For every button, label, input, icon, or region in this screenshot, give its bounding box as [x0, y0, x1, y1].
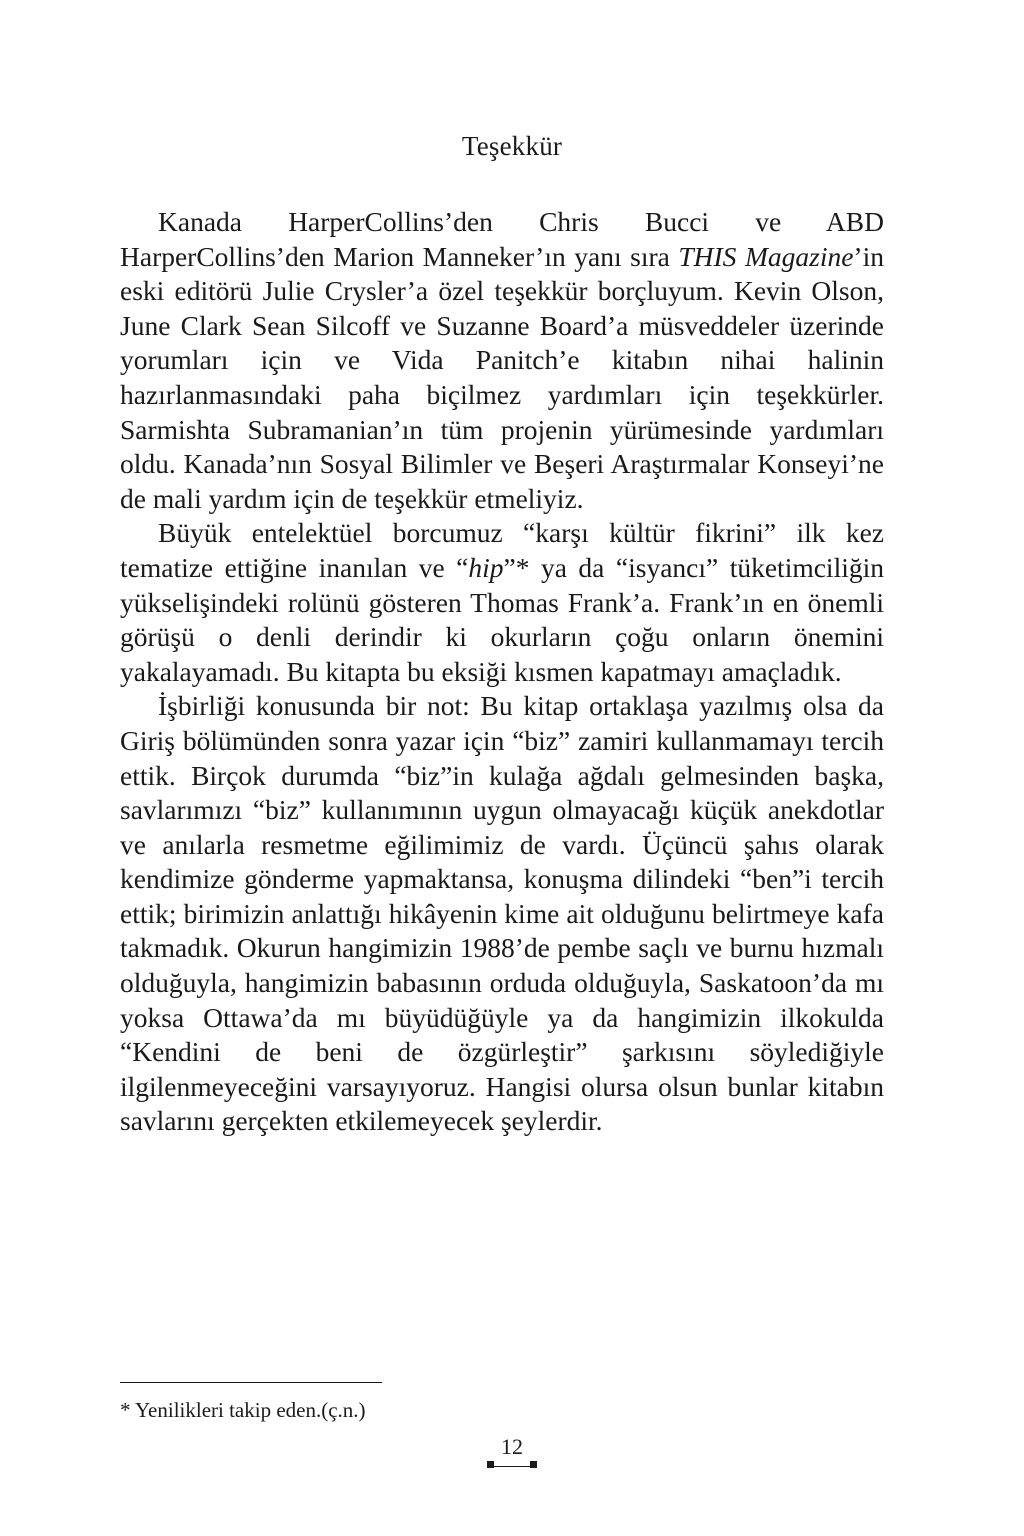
page-title: Teşekkür	[461, 131, 563, 161]
page-number	[487, 1432, 537, 1467]
paragraph-1-text-a: Kanada HarperCollins’den Chris Bucci ve ABD HarperCollins’den Marion Manneker’ın yanı sıra	[120, 206, 884, 272]
paragraph-2	[120, 516, 884, 689]
page-number-area	[0, 1432, 1024, 1472]
page-number-text: 12	[501, 1434, 523, 1459]
paragraph-1-italic: THIS Magazine	[678, 240, 854, 272]
paragraph-3-text-a: İşbirliği konusunda bir not: Bu kitap ortaklaşa yazılmış olsa da Giriş bölümünden sonra yazar için “biz” zamiri kullanmamayı tercih ettik. Birçok durumda “biz”in kulağa ağdalı gelmesinden başka, savlarımızı “biz” kullanımının uygun olmayacağı küçük anekdotlar ve anılarla resmetme eğilimimiz de vardı. Üçüncü şahıs olarak kendimize gönderme yapmaktansa, konuşma dilindeki “ben”i tercih ettik; birimizin anlattığı hikâyenin kime ait olduğunu belirtmeye kafa takmadık. Okurun hangimizin 1988’de pembe saçlı ve burnu hızmalı olduğuyla, hangimizin babasının orduda olduğuyla, Saskatoon’da mı yoksa Ottawa’da mı büyüdüğüyle ya da hangimizin ilkokulda “Kendini de beni de özgürleştir” şarkısını söylediğiyle ilgilenmeyeceğini varsayıyoruz. Hangisi olursa olsun bunlar kitabın savlarını gerçekten etkilemeyecek şeylerdir.	[120, 690, 884, 1137]
body-text	[120, 205, 884, 1139]
paragraph-1-text-b: ’in eski editörü Julie Crysler’a özel teşekkür borçluyum. Kevin Olson, June Clark Sean Silcoff ve Suzanne Board’a müsveddeler üzerinde yorumları için ve Vida Panitch’e kitabın nihai halinin hazırlanmasındaki paha biçilmez yardımları için teşekkürler. Sarmishta Subramanian’ın tüm projenin yürümesinde yardımları oldu. Kanada’nın Sosyal Bilimler ve Beşeri Araştırmalar Konseyi’ne de mali yardım için de teşekkür etmeliyiz.	[120, 240, 884, 514]
paragraph-2-text-b: ”* ya da “isyancı” tüketimciliğin yükselişindeki rolünü gösteren Thomas Frank’a. Frank’ın en önemli görüşü o denli derindir ki okurların çoğu onların önemini yakalayamadı. Bu kitapta bu eksiği kısmen kapatmayı amaçladık.	[120, 551, 884, 687]
footnote: * Yenilikleri takip eden.(ç.n.)	[120, 1398, 366, 1422]
paragraph-2-italic: hip	[468, 551, 504, 583]
paragraph-1	[120, 205, 884, 516]
paragraph-2-text-a: Büyük entelektüel borcumuz “karşı kültür fikrini” ilk kez tematize ettiğine inanılan ve “	[120, 517, 884, 583]
page-number-ornament-left	[487, 1461, 494, 1468]
page-number-ornament-right	[530, 1461, 537, 1468]
footnote-divider	[120, 1382, 382, 1383]
paragraph-3	[120, 689, 884, 1139]
